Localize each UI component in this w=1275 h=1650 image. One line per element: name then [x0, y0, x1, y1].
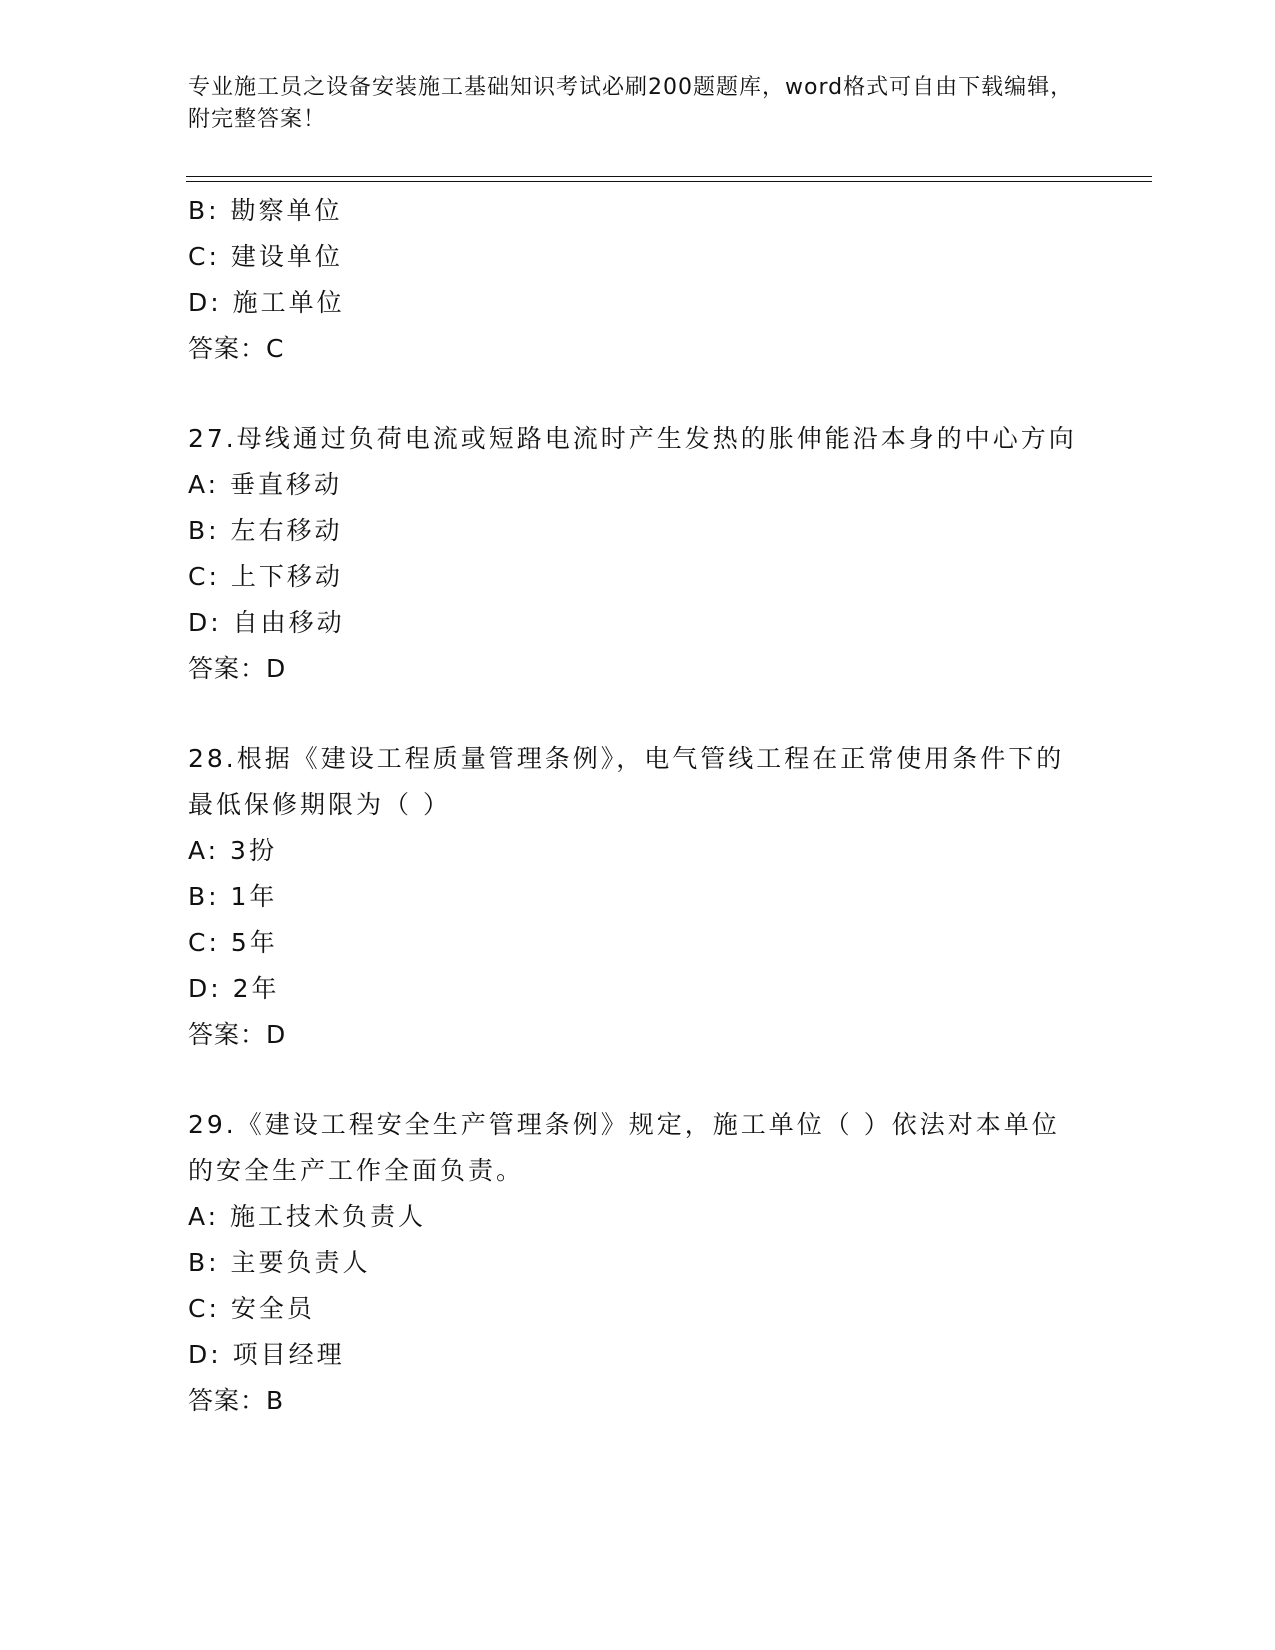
option-d: D: 自由移动 — [188, 608, 345, 637]
answer-line: 答案：B — [188, 1386, 285, 1415]
option-b: B: 1年 — [188, 882, 278, 911]
option-b: B: 勘察单位 — [188, 196, 343, 225]
question-stem: 28.根据《建设工程质量管理条例》，电气管线工程在正常使用条件下的最低保修期限为（ ） — [188, 744, 1065, 819]
question-block-27 — [188, 416, 1088, 692]
answer-line: 答案：C — [188, 334, 285, 363]
option-c: C: 建设单位 — [188, 242, 343, 271]
answer-line: 答案：D — [188, 654, 287, 683]
answer-line: 答案：D — [188, 1020, 287, 1049]
option-c: C: 安全员 — [188, 1294, 315, 1323]
option-a: A: 垂直移动 — [188, 470, 343, 499]
option-a: A: 施工技术负责人 — [188, 1202, 427, 1231]
question-block-29 — [188, 1102, 1088, 1424]
option-d: D: 项目经理 — [188, 1340, 345, 1369]
question-stem: 27.母线通过负荷电流或短路电流时产生发热的胀伸能沿本身的中心方向 — [188, 424, 1077, 453]
header-divider-bottom — [186, 181, 1152, 182]
question-block-28 — [188, 736, 1088, 1058]
question-list — [188, 188, 1088, 1424]
question-stem: 29.《建设工程安全生产管理条例》规定，施工单位（ ）依法对本单位的安全生产工作全面负责。 — [188, 1110, 1060, 1185]
option-c: C: 上下移动 — [188, 562, 343, 591]
option-b: B: 主要负责人 — [188, 1248, 371, 1277]
option-c: C: 5年 — [188, 928, 278, 957]
option-d: D: 2年 — [188, 974, 280, 1003]
question-block-previous — [188, 188, 1088, 372]
option-b: B: 左右移动 — [188, 516, 343, 545]
option-d: D: 施工单位 — [188, 288, 345, 317]
option-a: A: 3扮 — [188, 836, 277, 865]
header-divider-top — [186, 176, 1152, 177]
document-header: 专业施工员之设备安装施工基础知识考试必刷200题题库，word格式可自由下载编辑，附完整答案！ — [188, 75, 1074, 132]
